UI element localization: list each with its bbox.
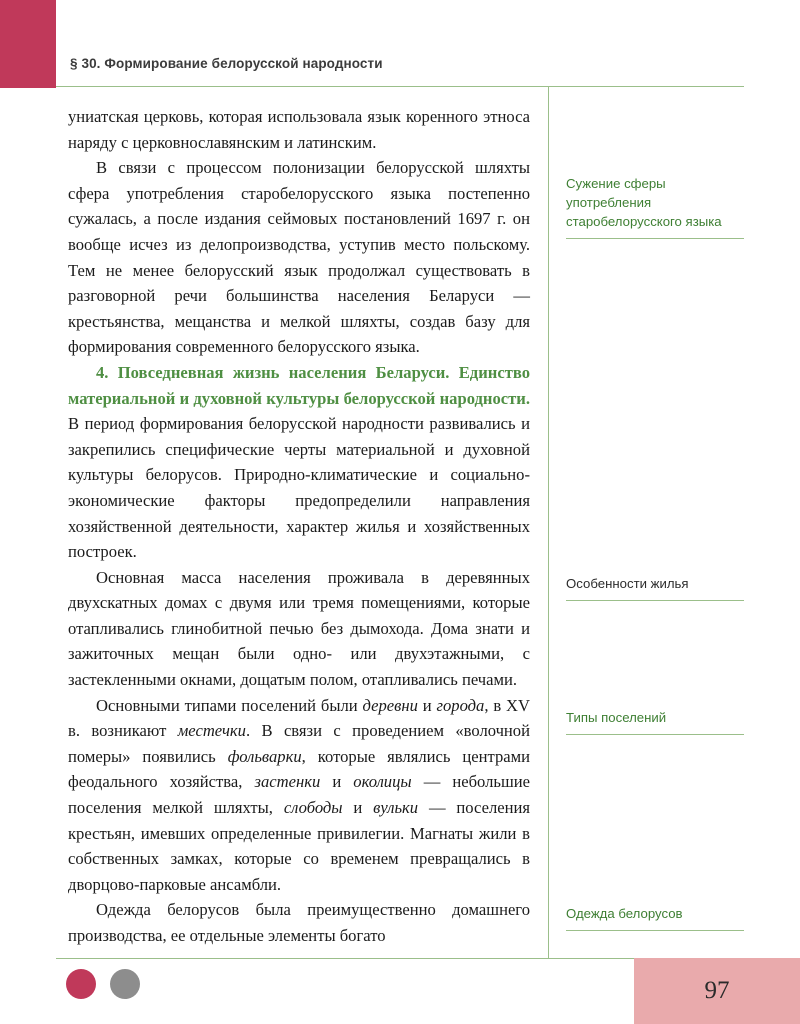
header-divider — [56, 86, 744, 87]
paragraph-clothing: Одежда белорусов была преимущественно домашнего производства, ее отдельные элементы богато — [68, 900, 530, 945]
paragraph-section-4 — [68, 360, 530, 565]
paragraph-polonization: В связи с процессом полонизации белорусской шляхты сфера употребления старобелорусского языка постепенно сужалась, а после издания сеймовых постановлений 1697 г. он вообще исчез из делопроизводства, уступив место польскому. Тем не менее белорусский язык продолжал существовать в разговорной речи большинства населения Беларуси — крестьянства, мещанства и мелкой шляхты, создав базу для формирования современного белорусского языка. — [68, 158, 530, 357]
decorative-dot-gray — [110, 969, 140, 999]
margin-note-label: Типы поселений — [566, 710, 667, 725]
paragraph-settlements — [68, 693, 530, 898]
term-derevni: деревни — [362, 695, 418, 715]
term-goroda: города — [436, 695, 485, 715]
settlements-t6: и — [320, 772, 354, 792]
margin-note-label: Одежда белорусов — [566, 906, 683, 921]
page-header — [0, 0, 800, 88]
term-mestechki: местечки — [177, 721, 246, 741]
settlements-t1: Основными типами поселений были — [96, 695, 363, 715]
settlements-t8: и — [342, 798, 374, 818]
margin-note-divider — [566, 238, 744, 239]
paragraph-continuation: униатская церковь, которая использовала язык коренного этноса наряду с церковнославянским и латинским. — [68, 107, 530, 152]
main-text-column — [68, 104, 530, 949]
settlements-t7: — небольшие поселения мелкой шляхты, — [68, 772, 530, 818]
settlements-t4: . В связи с проведением «волочной померы» появились — [68, 721, 530, 766]
decorative-dot-red — [66, 969, 96, 999]
margin-note-divider — [566, 734, 744, 735]
term-okolicy: околицы — [353, 772, 412, 792]
margin-note-settlement-types — [566, 708, 748, 727]
term-slobody: слободы — [283, 798, 343, 818]
settlements-t5: , которые являлись центрами феодального хозяйства, — [68, 746, 530, 792]
margin-note-language-narrowing — [566, 174, 748, 231]
margin-note-divider — [566, 930, 744, 931]
term-vulki: вульки — [373, 798, 419, 818]
section-4-heading: 4. Повседневная жизнь населения Беларуси. Единство материальной и духовной культуры белорусской народности. — [68, 362, 530, 408]
settlements-t2: и — [417, 695, 437, 715]
page-number: 97 — [704, 977, 730, 1004]
term-folvarki: фольварки — [227, 746, 302, 766]
margin-note-clothing — [566, 904, 748, 923]
paragraph-housing: Основная масса населения проживала в деревянных двухскатных домах с двумя или тремя помещениями, которые отапливались глинобитной печью без дымохода. Дома знати и зажиточных мещан были одно- или двухэтажными, с застекленными окнами, дощатым полом, отапливались печами. — [68, 567, 530, 690]
section-4-text: В период формирования белорусской народности развивались и закрепились специфические черты материальной и духовной культуры белорусов. Природно-климатические и социально-экономические факторы предопределили направления хозяйственной деятельности, характер жилья и хозяйственных построек. — [68, 414, 530, 562]
vertical-divider — [548, 86, 549, 958]
settlements-t9: — поселения крестьян, имевших определенные привилегии. Магнаты жили в собственных замках, которые со временем превращались в дворцово-парковые ансамбли. — [68, 798, 530, 894]
settlements-t3: , в XV в. возникают — [68, 695, 531, 741]
section-title: § 30. Формирование белорусской народности — [70, 56, 383, 71]
margin-note-housing — [566, 574, 748, 593]
margin-note-label: Сужение сферы употребления старобелорусского языка — [566, 176, 722, 229]
page-number-box — [634, 958, 800, 1024]
term-zastenki: застенки — [254, 772, 321, 792]
margin-note-label: Особенности жилья — [566, 576, 689, 591]
margin-note-divider — [566, 600, 744, 601]
